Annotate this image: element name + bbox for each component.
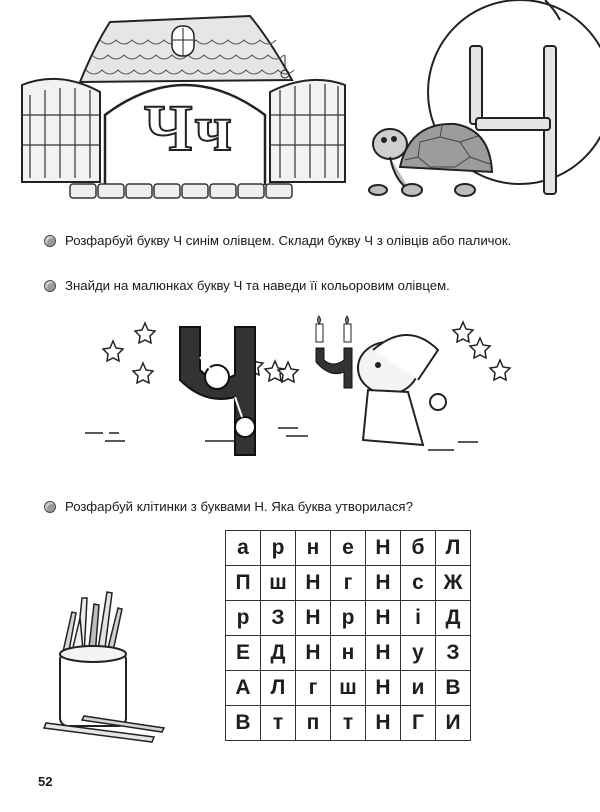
grid-cell[interactable]: В — [226, 706, 261, 741]
grid-cell[interactable]: е — [331, 531, 366, 566]
turtle-illustration — [360, 112, 500, 202]
grid-cell[interactable]: Л — [436, 531, 471, 566]
page-number: 52 — [38, 774, 53, 789]
grid-cell[interactable]: Ж — [436, 566, 471, 601]
grid-cell[interactable]: Л — [261, 671, 296, 706]
grid-cell[interactable]: В — [436, 671, 471, 706]
grid-cell[interactable]: г — [331, 566, 366, 601]
grid-cell[interactable]: Д — [436, 601, 471, 636]
title-letters: Чч — [144, 92, 234, 165]
pencil-cup-illustration — [42, 590, 172, 750]
task-1 — [44, 233, 511, 248]
grid-cell[interactable]: Н — [366, 531, 401, 566]
grid-cell[interactable]: Е — [226, 636, 261, 671]
grid-cell[interactable]: а — [226, 531, 261, 566]
bullet-icon — [44, 280, 56, 292]
grid-cell[interactable]: З — [436, 636, 471, 671]
grid-cell[interactable]: Н — [366, 566, 401, 601]
grid-cell[interactable]: Н — [296, 636, 331, 671]
task-2-text: Знайди на малюнках букву Ч та наведи її кольоровим олівцем. — [65, 278, 450, 293]
grid-cell[interactable]: Г — [401, 706, 436, 741]
task-3 — [44, 499, 413, 514]
grid-cell[interactable]: Д — [261, 636, 296, 671]
grid-cell[interactable]: ш — [331, 671, 366, 706]
grid-cell[interactable]: г — [296, 671, 331, 706]
grid-cell[interactable]: п — [296, 706, 331, 741]
grid-cell[interactable]: Н — [296, 566, 331, 601]
grid-cell[interactable]: і — [401, 601, 436, 636]
bullet-icon — [44, 235, 56, 247]
grid-cell[interactable]: б — [401, 531, 436, 566]
grid-cell[interactable]: ш — [261, 566, 296, 601]
grid-cell[interactable]: т — [331, 706, 366, 741]
grid-cell[interactable]: н — [296, 531, 331, 566]
grid-cell[interactable]: Н — [366, 706, 401, 741]
grid-cell[interactable]: Н — [296, 601, 331, 636]
grid-cell[interactable]: П — [226, 566, 261, 601]
grid-cell[interactable]: с — [401, 566, 436, 601]
mouse-candle-illustration — [278, 310, 518, 460]
grid-cell[interactable]: Н — [366, 636, 401, 671]
task-1-text: Розфарбуй букву Ч синім олівцем. Склади букву Ч з олівців або паличок. — [65, 233, 512, 248]
grid-cell[interactable]: н — [331, 636, 366, 671]
grid-cell[interactable]: т — [261, 706, 296, 741]
letter-grid — [225, 530, 471, 741]
grid-cell[interactable]: Н — [366, 601, 401, 636]
grid-cell[interactable]: р — [261, 531, 296, 566]
bullet-icon — [44, 501, 56, 513]
grid-cell[interactable]: З — [261, 601, 296, 636]
task-2 — [44, 278, 450, 293]
grid-cell[interactable]: и — [401, 671, 436, 706]
grid-cell[interactable]: р — [226, 601, 261, 636]
grid-cell[interactable]: у — [401, 636, 436, 671]
grid-cell[interactable]: р — [331, 601, 366, 636]
grid-cell[interactable]: Н — [366, 671, 401, 706]
task-3-text: Розфарбуй клітинки з буквами Н. Яка буква утворилася? — [65, 499, 413, 514]
grid-cell[interactable]: А — [226, 671, 261, 706]
grid-cell[interactable]: И — [436, 706, 471, 741]
